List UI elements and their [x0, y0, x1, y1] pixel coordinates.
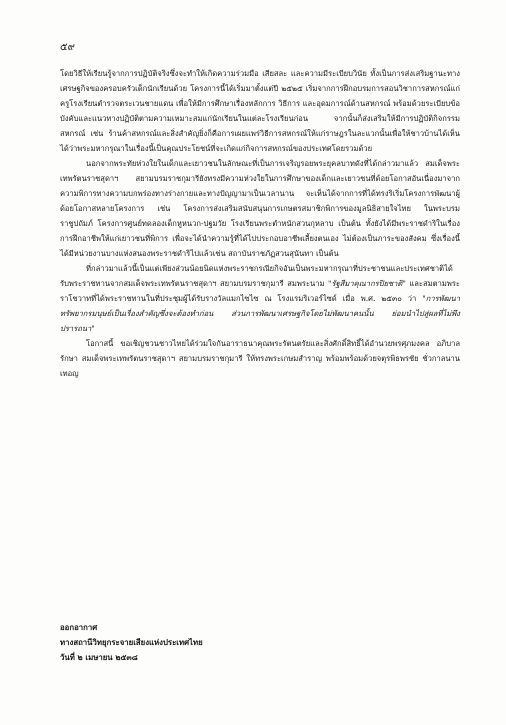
paragraph-4-text: โอกาสนี้ ขอเชิญชวนชาวไทยได้ร่วมใจกันอาราธนาคุณพระรัตนตรัยและสิ่งศักดิ์สิทธิ์ได้อำนวยพรศุภมงคล อภิบาลรักษา สมเด็จพระเทพรัตนราชสุดาฯ สยามบรมราชกุมารี ให้ทรงพระเกษมสำราญ พร้อมพร้อมด้วยจตุรพิธพรชัย ชั่วกาลนานเทอญ [60, 339, 460, 378]
paragraph-4 [60, 336, 460, 381]
paragraph-3-text-b: และสมตามพระราโชวาทที่ได้พระราชทานในที่ประชุมผู้ได้รับรางวัลแมกไซไซ ณ โรงแรมริเวอร์ไซด์ เมื่อ พ.ศ. ๒๕๓๐ ว่า [60, 279, 461, 303]
footer-line-broadcast: ออกอากาศ [60, 623, 98, 632]
paragraph-3-text-a: ที่กล่าวมาแล้วนี้เป็นแต่เพียงส่วนน้อยนิดแห่งพระราชกรณียกิจอันเป็นพระมหากรุณาที่ประชาชนและประเทศชาติได้รับพระราชทานจากสมเด็จพระเทพรัตนราชสุดาฯ สยามบรมราชกุมารี สมพระนาม [60, 264, 453, 288]
paragraph-1 [60, 66, 460, 156]
paragraph-3 [60, 261, 460, 336]
paragraph-2-text: นอกจากพระทัยห่วงใยในเด็กและเยาวชนในลักษณะที่เป็นการเจริญรอยพระยุคลบาทดังที่ได้กล่าวมาแล้ว สมเด็จพระเทพรัตนราชสุดาฯ สยามบรมราชกุมารียังทรงมีความห่วงใยในการศึกษาของเด็กและเยาวชนที่ด้อยโอกาสอันเนื่องมาจากความพิการทางความบกพร่องทางร่างกายและทางปัญญามาเป็นเวลานาน จะเห็นได้จากการที่ได้ทรงริเริ่มโครงการพัฒนาผู้ด้อยโอกาสหลายโครงการ เช่น โครงการส่งเสริมสนับสนุนการเกษตรสมาชิกพิการของมูลนิธิสายใจไทย ในพระบรมราชูปถัมภ์ โครงการศูนย์ทดลองเด็กหูหนวก-ปฐมวัย โรงเรียนพระตำหนักสวนกุหลาบ เป็นต้น ทั้งยังได้มีพระราชดำริในเรื่องการฝึกอาชีพให้แก่เยาวชนที่พิการ เพื่อจะได้นำความรู้ที่ได้ไปประกอบอาชีพเลี้ยงตนเอง ไม่ต้องเป็นภาระของสังคม ซึ่งเรื่องนี้ได้มีหน่วยงานบางแห่งสนองพระราชดำริไปแล้วเช่น สถาบันราชภัฏสวนสุนันทา เป็นต้น [60, 159, 460, 258]
page-number: ๕๙ [60, 42, 75, 53]
paragraph-1-text: โดยวิธีให้เรียนรู้จากการปฏิบัติจริงซึ่งจะทำให้เกิดความร่วมมือ เสียสละ และความมีระเบียบวินัย ทั้งเป็นการส่งเสริมฐานะทางเศรษฐกิจของครอบครัวเด็กนักเรียนด้วย โครงการนี้ได้เริ่มมาตั้งแต่ปี ๒๕๒๕ เริ่มจากการฝึกอบรมการสอนวิชาการสหกรณ์แก่ครูโรงเรียนตำรวจตระเวนชายแดน เพื่อให้มีการศึกษาเรื่องหลักการ วิธีการ และอุดมการณ์ด้านสหกรณ์ พร้อมด้วยระเบียบข้อบังคับและแนวทางปฏิบัติตามความเหมาะสมแก่นักเรียนในแต่ละโรงเรียนก่อน จากนั้นก็ส่งเสริมให้มีการปฏิบัติกิจกรรมสหกรณ์ เช่น ร้านค้าสหกรณ์และสิ่งสำคัญยิ่งก็คือการเผยแพร่วิธีการสหกรณ์ให้แก่ราษฎรในละแวกนั้นเพื่อให้ชาวบ้านได้เห็นได้ว่าพระมหากรุณาในเรื่องนี้เป็นคุณประโยชน์ที่จะเกิดแก่กิจการสหกรณ์ของประเทศโดยรวมด้วย [60, 69, 460, 153]
footer-line-date: วันที่ ๒ เมษายน ๒๕๓๘ [60, 653, 138, 662]
footer-line-station: ทางสถานีวิทยุกระจายเสียงแห่งประเทศไทย [60, 638, 203, 647]
paragraph-3-quote-title: "รัฐสีมาคุณากรปิยชาติ" [328, 279, 406, 288]
paragraph-2 [60, 156, 460, 261]
paragraph-3-quote-speech: "การพัฒนาทรัพยากรมนุษย์เป็นเรื่องสำคัญซึ่งจะต้องทำก่อน ส่วนการพัฒนาเศรษฐกิจโดยไม่พัฒนาคนนั้น ย่อมนำไปสู่ผลที่ไม่พึงปรารถนา" [60, 294, 460, 333]
broadcast-footer [60, 620, 203, 665]
body-text [60, 66, 460, 381]
